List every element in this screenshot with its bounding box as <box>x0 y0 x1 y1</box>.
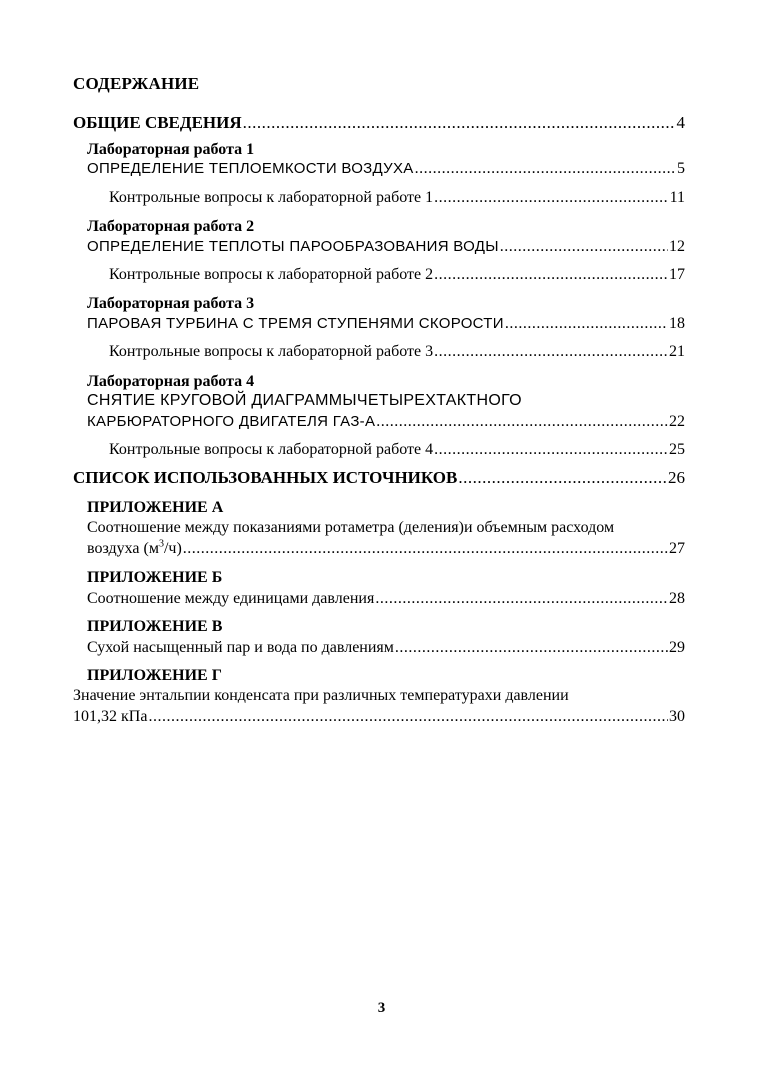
toc-entry-title: КАРБЮРАТОРНОГО ДВИГАТЕЛЯ ГАЗ-А <box>87 413 376 430</box>
toc-page-number: 17 <box>669 266 685 283</box>
toc-page-number: 12 <box>669 238 685 255</box>
toc-entry-title: 101,32 кПа <box>73 708 148 725</box>
toc-entry-title: Контрольные вопросы к лабораторной работе 3 <box>109 343 434 360</box>
dot-leader <box>183 539 668 559</box>
toc-entry-title: Контрольные вопросы к лабораторной работе 1 <box>109 189 434 206</box>
toc-entry-title: Соотношение между единицами давления <box>87 590 375 607</box>
toc-page-number: 11 <box>669 189 685 206</box>
toc-page-number: 18 <box>669 315 685 332</box>
page-number-footer: 3 <box>377 1000 386 1016</box>
toc-page-number: 27 <box>669 540 685 557</box>
toc-entry-title: ОБЩИЕ СВЕДЕНИЯ <box>73 113 242 132</box>
toc-entry-lab3 <box>87 314 685 334</box>
toc-entry-title: ОПРЕДЕЛЕНИЕ ТЕПЛОЕМКОСТИ ВОЗДУХА <box>87 160 414 177</box>
dot-leader <box>148 707 668 727</box>
appendix-g-label: ПРИЛОЖЕНИЕ Г <box>87 667 222 684</box>
toc-page-number: 25 <box>669 441 685 458</box>
toc-entry-sources <box>73 468 685 488</box>
toc-entry-lab4 <box>87 412 685 432</box>
toc-entry-appendix-g <box>73 707 685 727</box>
appendix-a-line1: Соотношение между показаниями ротаметра (деления)и объемным расходом <box>87 519 615 536</box>
toc-entry-title: ПАРОВАЯ ТУРБИНА С ТРЕМЯ СТУПЕНЯМИ СКОРОСТИ <box>87 315 504 332</box>
toc-entry-lab2-questions <box>109 265 685 285</box>
dot-leader <box>395 638 668 658</box>
toc-page-number: 29 <box>669 639 685 656</box>
toc-entry-title: Сухой насыщенный пар и вода по давлениям <box>87 639 394 656</box>
toc-page-number: 30 <box>669 708 685 725</box>
dot-leader <box>376 412 668 432</box>
dot-leader <box>434 265 668 285</box>
dot-leader <box>434 342 668 362</box>
dot-leader <box>500 237 668 257</box>
dot-leader <box>434 188 669 208</box>
dot-leader <box>243 113 676 133</box>
toc-entry-lab2 <box>87 237 685 257</box>
toc-page-number: 28 <box>669 590 685 607</box>
lab3-label: Лабораторная работа 3 <box>87 295 255 312</box>
toc-entry-lab1 <box>87 159 685 179</box>
appendix-b-label: ПРИЛОЖЕНИЕ Б <box>87 569 223 586</box>
lab2-label: Лабораторная работа 2 <box>87 218 255 235</box>
lab4-label: Лабораторная работа 4 <box>87 373 255 390</box>
toc-page-number: 26 <box>668 468 685 487</box>
toc-entry-title: ОПРЕДЕЛЕНИЕ ТЕПЛОТЫ ПАРООБРАЗОВАНИЯ ВОДЫ <box>87 238 499 255</box>
toc-entry-title: СПИСОК ИСПОЛЬЗОВАННЫХ ИСТОЧНИКОВ <box>73 468 458 487</box>
dot-leader <box>434 440 668 460</box>
appendix-a-superscript: 3 <box>158 538 164 550</box>
toc-entry-title: Контрольные вопросы к лабораторной работе 4 <box>109 441 434 458</box>
appendix-a-label: ПРИЛОЖЕНИЕ А <box>87 499 224 516</box>
toc-entry-appendix-v <box>87 638 685 658</box>
toc-entry-lab4-questions <box>109 440 685 460</box>
appendix-v-label: ПРИЛОЖЕНИЕ В <box>87 618 223 635</box>
toc-entry-lab3-questions <box>109 342 685 362</box>
dot-leader <box>505 314 668 334</box>
dot-leader <box>375 589 668 609</box>
toc-entry-general <box>73 113 685 133</box>
dot-leader <box>415 159 676 179</box>
toc-page-number: 21 <box>669 343 685 360</box>
appendix-a-text-pre: воздуха (м <box>87 540 159 557</box>
toc-entry-title: Контрольные вопросы к лабораторной работе 2 <box>109 266 434 283</box>
toc-heading: СОДЕРЖАНИЕ <box>73 74 200 93</box>
lab4-title-line1: СНЯТИЕ КРУГОВОЙ ДИАГРАММЫЧЕТЫРЕХТАКТНОГО <box>87 392 522 409</box>
toc-entry-appendix-b <box>87 589 685 609</box>
toc-page-number: 22 <box>669 413 685 430</box>
toc-page-number: 5 <box>677 160 685 177</box>
toc-entry-appendix-a <box>87 539 685 559</box>
lab1-label: Лабораторная работа 1 <box>87 141 255 158</box>
appendix-g-line1: Значение энтальпии конденсата при различных температурахи давлении <box>73 687 569 704</box>
toc-entry-title <box>87 539 182 559</box>
appendix-a-text-post: /ч) <box>163 540 182 557</box>
toc-page-number: 4 <box>676 113 685 132</box>
toc-entry-lab1-questions <box>109 188 685 208</box>
dot-leader <box>458 468 667 488</box>
